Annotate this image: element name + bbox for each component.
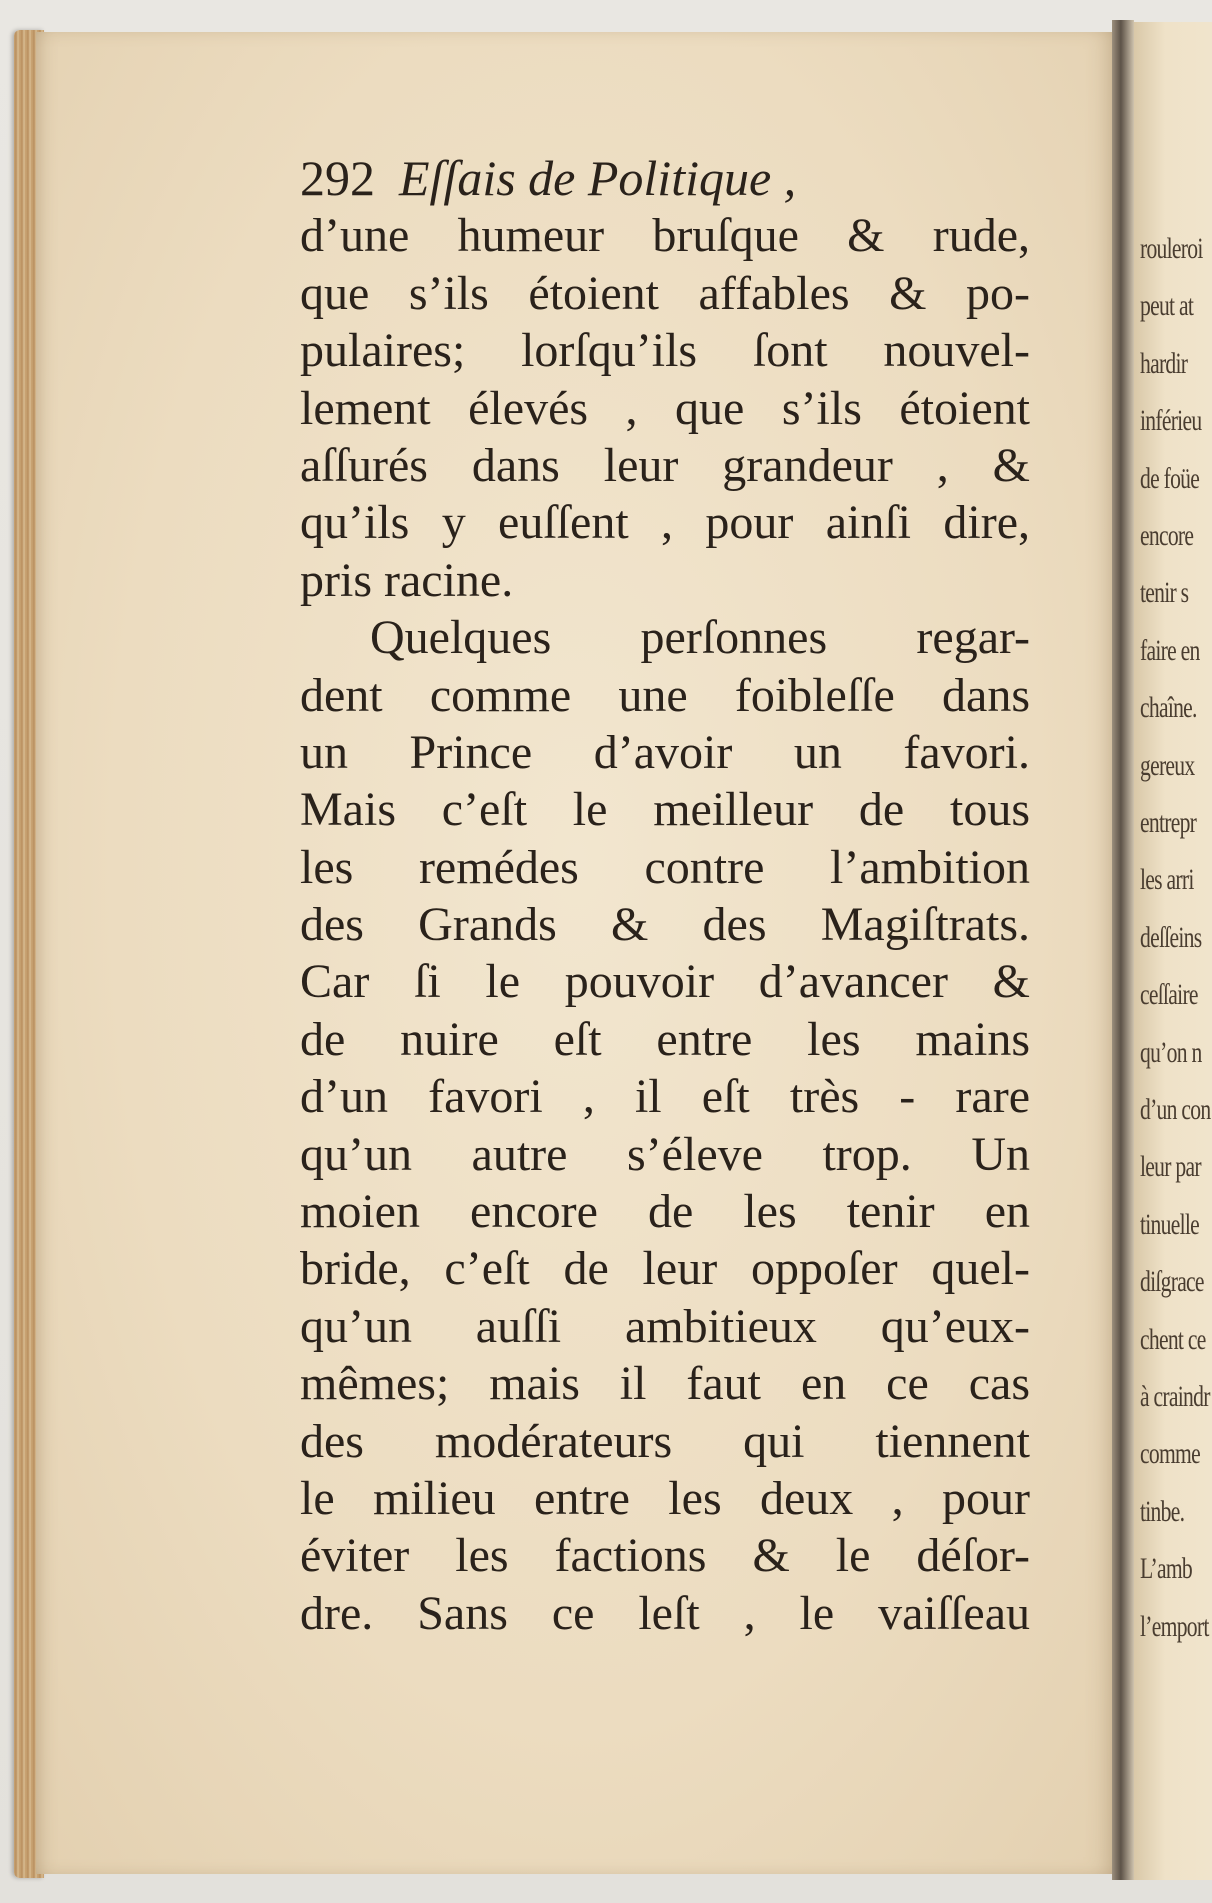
facing-page-line: tinbe. (1140, 1494, 1185, 1528)
page-number: 292 (300, 150, 375, 206)
text-line: dent comme une foibleſſe dans (300, 668, 1030, 722)
facing-page-line: leur par (1140, 1150, 1201, 1184)
text-line: que s’ils étoient affables & po- (300, 266, 1030, 320)
text-line: des Grands & des Magiſtrats. (300, 898, 1030, 952)
text-line: Quelques perſonnes regar- (370, 611, 1030, 665)
facing-page-line: chent ce (1140, 1322, 1206, 1356)
facing-page-line: les arri (1140, 863, 1194, 897)
text-line: lement élevés , que s’ils étoient (300, 381, 1030, 435)
facing-page-line: encore (1140, 519, 1194, 552)
facing-page-line: de foüe (1140, 461, 1200, 495)
text-line: d’une humeur bruſque & rude, (300, 209, 1030, 263)
facing-page-line: faire en (1140, 633, 1200, 667)
text-line: bride, c’eſt de leur oppoſer quel- (300, 1242, 1030, 1296)
facing-page-line: inférieu (1140, 404, 1202, 438)
text-line: dre. Sans ce leſt , le vaiſſeau (300, 1586, 1030, 1640)
text-line: un Prince d’avoir un favori. (300, 725, 1030, 779)
text-line: Mais c’eſt le meilleur de tous (300, 783, 1030, 837)
facing-page-line: à craindr (1140, 1380, 1210, 1413)
text-line: les remédes contre l’ambition (300, 840, 1030, 894)
facing-page-line: tenir s (1140, 576, 1189, 610)
text-line: pris racine. (300, 553, 514, 607)
text-line: Car ſi le pouvoir d’avancer & (300, 955, 1030, 1009)
running-title: Eſſais de Politique , (399, 150, 797, 206)
text-line: éviter les factions & le déſor- (300, 1529, 1030, 1583)
facing-page-line: entrepr (1140, 806, 1197, 839)
text-line: qu’ils y euſſent , pour ainſi dire, (300, 496, 1030, 550)
facing-page-line: gereux (1140, 748, 1195, 782)
facing-page-line: rouleroi (1140, 232, 1203, 265)
facing-page (1134, 22, 1212, 1880)
facing-page-line: chaîne. (1140, 691, 1197, 725)
facing-page-line: l’emport (1140, 1609, 1209, 1643)
text-line: moien encore de les tenir en (300, 1185, 1030, 1239)
paragraph-2 (300, 609, 1030, 1642)
facing-page-line: hardir (1140, 346, 1188, 380)
facing-page-line: peut at (1140, 289, 1194, 323)
text-line: des modérateurs qui tiennent (300, 1414, 1030, 1468)
facing-page-line: tinuelle (1140, 1207, 1200, 1241)
text-line: de nuire eſt entre les mains (300, 1012, 1030, 1066)
running-header (300, 150, 1030, 207)
facing-page-line: L’amb (1140, 1552, 1192, 1586)
text-line: qu’un autre s’éleve trop. Un (300, 1127, 1030, 1181)
text-line: pulaires; lorſqu’ils ſont nouvel- (300, 324, 1030, 378)
facing-page-line: qu’on n (1140, 1035, 1202, 1069)
facing-page-line: ceſſaire (1140, 978, 1198, 1012)
text-line: mêmes; mais il faut en ce cas (300, 1357, 1030, 1411)
facing-page-line: d’un con (1140, 1093, 1211, 1126)
text-line: d’un favori , il eſt très - rare (300, 1070, 1030, 1124)
book-gutter (1112, 20, 1134, 1880)
text-line: le milieu entre les deux , pour (300, 1471, 1030, 1525)
text-line: qu’un auſſi ambitieux qu’eux- (300, 1299, 1030, 1353)
paragraph-1 (300, 207, 1030, 609)
page-text (300, 150, 1030, 1642)
facing-page-line: deſſeins (1140, 920, 1202, 954)
facing-page-line: diſgrace (1140, 1265, 1204, 1299)
facing-page-line: comme (1140, 1437, 1200, 1471)
text-line: aſſurés dans leur grandeur , & (300, 438, 1030, 492)
